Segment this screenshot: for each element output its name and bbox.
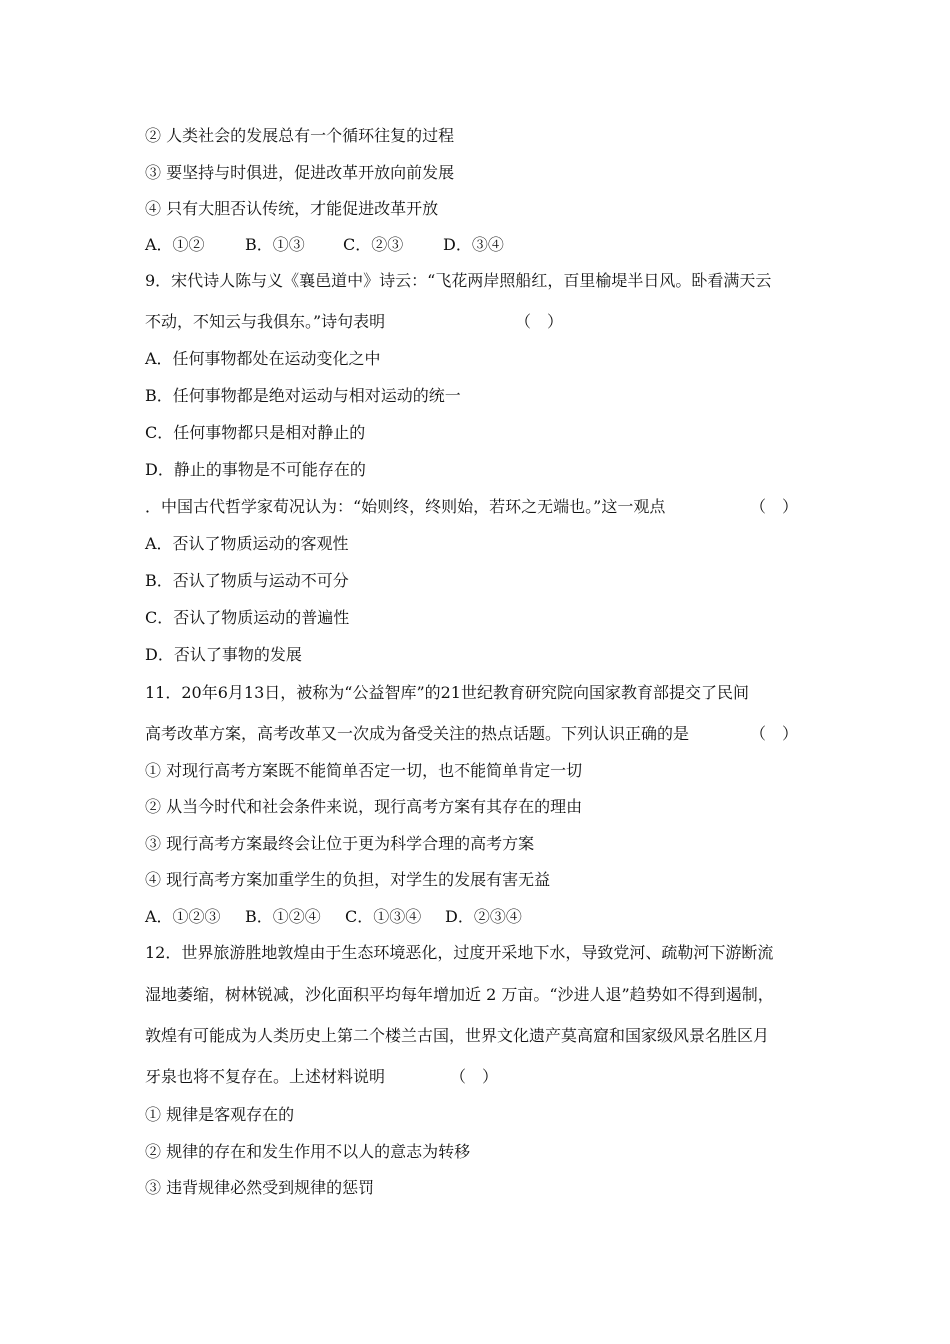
q8-option-c: C．②③ bbox=[343, 235, 404, 254]
q9-option-b: B．任何事物都是绝对运动与相对运动的统一 bbox=[145, 386, 461, 405]
q8-options bbox=[145, 235, 504, 255]
q11-option-a: A．①②③ bbox=[145, 907, 221, 926]
q8-option-d: D．③④ bbox=[443, 235, 504, 254]
q8-option-b: B．①③ bbox=[245, 235, 305, 254]
q11-item-2: ② 从当今时代和社会条件来说，现行高考方案有其存在的理由 bbox=[145, 797, 583, 816]
q12-stem-line-4: 牙泉也将不复存在。上述材料说明 bbox=[145, 1067, 386, 1086]
q11-stem-line-2: 高考改革方案，高考改革又一次成为备受关注的热点话题。下列认识正确的是 bbox=[145, 724, 690, 743]
q12-item-3: ③ 违背规律必然受到规律的惩罚 bbox=[145, 1178, 375, 1197]
q10-option-c: C．否认了物质运动的普遍性 bbox=[145, 608, 350, 627]
q8-item-3: ③ 要坚持与时俱进，促进改革开放向前发展 bbox=[145, 163, 455, 182]
q12-stem-line-3: 敦煌有可能成为人类历史上第二个楼兰古国，世界文化遗产莫高窟和国家级风景名胜区月 bbox=[145, 1026, 770, 1045]
q12-answer-bracket: （ ） bbox=[450, 1067, 499, 1086]
q9-option-d: D．静止的事物是不可能存在的 bbox=[145, 460, 366, 479]
q8-option-a: A．①② bbox=[145, 235, 205, 254]
q11-item-1: ① 对现行高考方案既不能简单否定一切，也不能简单肯定一切 bbox=[145, 761, 583, 780]
q9-answer-bracket: （ ） bbox=[515, 312, 564, 331]
q11-option-b: B．①②④ bbox=[245, 907, 321, 926]
q10-option-d: D．否认了事物的发展 bbox=[145, 645, 302, 664]
q10-stem: ．中国古代哲学家荀况认为：“始则终，终则始，若环之无端也。”这一观点 bbox=[145, 497, 666, 516]
q11-stem-line-1: 11．20年6月13日，被称为“公益智库”的21世纪教育研究院向国家教育部提交了民间 bbox=[145, 683, 749, 702]
q11-answer-bracket: （ ） bbox=[750, 724, 799, 743]
q11-item-4: ④ 现行高考方案加重学生的负担，对学生的发展有害无益 bbox=[145, 870, 551, 889]
q9-option-a: A．任何事物都处在运动变化之中 bbox=[145, 349, 381, 368]
q12-item-1: ① 规律是客观存在的 bbox=[145, 1105, 295, 1124]
q11-item-3: ③ 现行高考方案最终会让位于更为科学合理的高考方案 bbox=[145, 834, 535, 853]
q12-stem-line-1: 12．世界旅游胜地敦煌由于生态环境恶化，过度开采地下水，导致党河、疏勒河下游断流 bbox=[145, 943, 774, 962]
q9-stem-line-1: 9．宋代诗人陈与义《襄邑道中》诗云：“飞花两岸照船红，百里榆堤半日风。卧看满天云 bbox=[145, 271, 772, 290]
q9-stem-line-2: 不动，不知云与我俱东。”诗句表明 bbox=[145, 312, 386, 331]
q12-stem-line-2: 湿地萎缩，树林锐减，沙化面积平均每年增加近 2 万亩。“沙进人退”趋势如不得到遏制， bbox=[145, 985, 774, 1004]
q10-answer-bracket: （ ） bbox=[750, 497, 799, 516]
q12-item-2: ② 规律的存在和发生作用不以人的意志为转移 bbox=[145, 1142, 471, 1161]
q8-item-2: ② 人类社会的发展总有一个循环往复的过程 bbox=[145, 126, 455, 145]
q9-option-c: C．任何事物都只是相对静止的 bbox=[145, 423, 366, 442]
q10-option-b: B．否认了物质与运动不可分 bbox=[145, 571, 349, 590]
q11-options bbox=[145, 907, 522, 927]
q10-option-a: A．否认了物质运动的客观性 bbox=[145, 534, 349, 553]
q11-option-d: D．②③④ bbox=[445, 907, 522, 926]
q11-option-c: C．①③④ bbox=[345, 907, 422, 926]
q8-item-4: ④ 只有大胆否认传统，才能促进改革开放 bbox=[145, 199, 439, 218]
